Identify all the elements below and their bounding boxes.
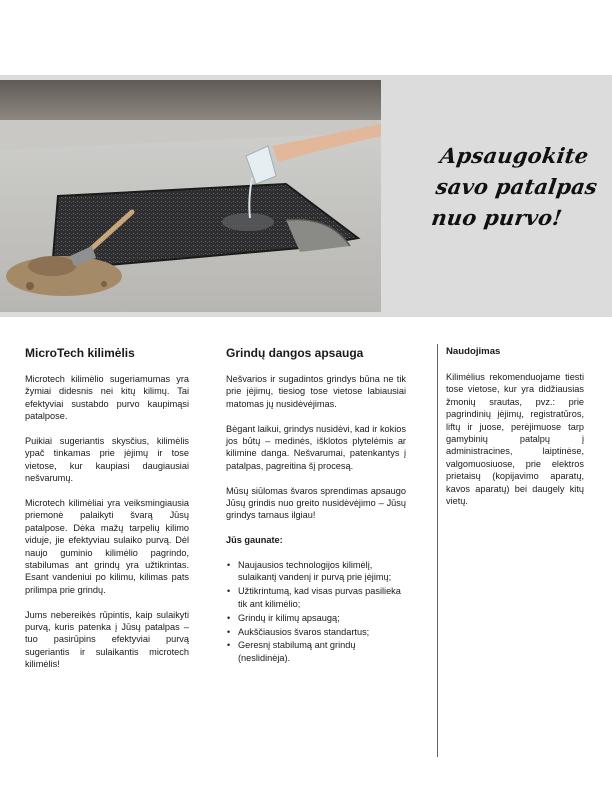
floor-protection-paragraph: Mūsų siūlomas švaros sprendimas apsaugo Jūsų grindis nuo greito nusidėvėjimo – Jūsų grindys tarnaus ilgiau! [226, 485, 406, 521]
usage-column [446, 346, 584, 520]
mat-photo [0, 80, 381, 312]
column-divider [437, 344, 438, 757]
floor-protection-paragraph: Nešvarios ir sugadintos grindys būna ne tik prie įėjimų, tiesiog tose vietose labiausiai matomas jų nusidėvėjimas. [226, 374, 406, 409]
usage-paragraph: Kilimėlius rekomenduojame tiesti tose vietose, kur yra didžiausias žmonių srautas, pvz.: prie pagrindinių įėjimų, registratūros, liftų ir juose, perėjimuose tarp gamybinių patalpų į administracines, laiptinėse, valgomuosiuose, prie elektros prietaisų (kopijavimo aparatų, kavos aparatų) bei daugely kitų vietų. [446, 372, 584, 507]
microtech-paragraph: Puikiai sugeriantis skysčius, kilimėlis ypač tinkamas prie įėjimų ir tose vietose, kur kaupiasi daugiausiai nešvarumų. [25, 436, 189, 484]
usage-heading: Naudojimas [446, 346, 501, 357]
benefit-item: • Naujausios technologijos kilimėlį, sulaikantį vandenį ir purvą prie įėjimų; [238, 559, 406, 584]
floor-protection-heading: Grindų dangos apsauga [226, 346, 364, 360]
benefit-item: • Grindų ir kilimų apsaugą; [238, 612, 406, 624]
slogan [429, 140, 612, 233]
slogan-line: nuo purvo! [429, 205, 564, 230]
slogan-line: savo patalpas [434, 174, 600, 199]
microtech-paragraph: Microtech kilimėlio sugeriamumas yra žymiai didesnis nei kitų kilimų. Tai efektyviai sustabdo purvo kaupimąsi patalpose. [25, 374, 189, 422]
benefit-item: • Geresnį stabilumą ant grindų (neslidinėja). [238, 639, 406, 664]
benefits-title: Jūs gaunate: [226, 535, 283, 546]
microtech-paragraph: Jums nebereikės rūpintis, kaip sulaikyti purvą, kuris patenka į Jūsų patalpas – tuo pasirūpins efektyviai purvą sugeriantis ir sulaikantis microtech kilimėlis! [25, 609, 189, 670]
benefits-list [226, 559, 406, 664]
microtech-column [25, 346, 189, 683]
microtech-paragraph: Microtech kilimėliai yra veiksmingiausia priemonė palaikyti švarą Jūsų patalpose. Dėka mažų tarpelių kilimo viduje, jie efektyviau sulaiko purvą. Dėl naujo guminio kilimėlio pagrindo, stabilumas ant grindų yra užtikrintas. Esant vandeniui po kilimu, kilimas pats prilimpa prie grindų. [25, 498, 189, 595]
microtech-heading: MicroTech kilimėlis [25, 346, 135, 360]
benefit-item: • Užtikrintumą, kad visas purvas pasilieka tik ant kilimėlio; [238, 585, 406, 610]
benefit-item: • Aukščiausios švaros standartus; [238, 626, 406, 638]
floor-protection-column [226, 346, 406, 666]
slogan-line: Apsaugokite [438, 143, 591, 168]
floor-protection-paragraph: Bėgant laikui, grindys nusidėvi, kad ir kokios jos būtų – medinės, išklotos plytelėmis ar kilimine danga. Nešvarumai, patenkantys į patalpas, pagreitina šį procesą. [226, 423, 406, 471]
